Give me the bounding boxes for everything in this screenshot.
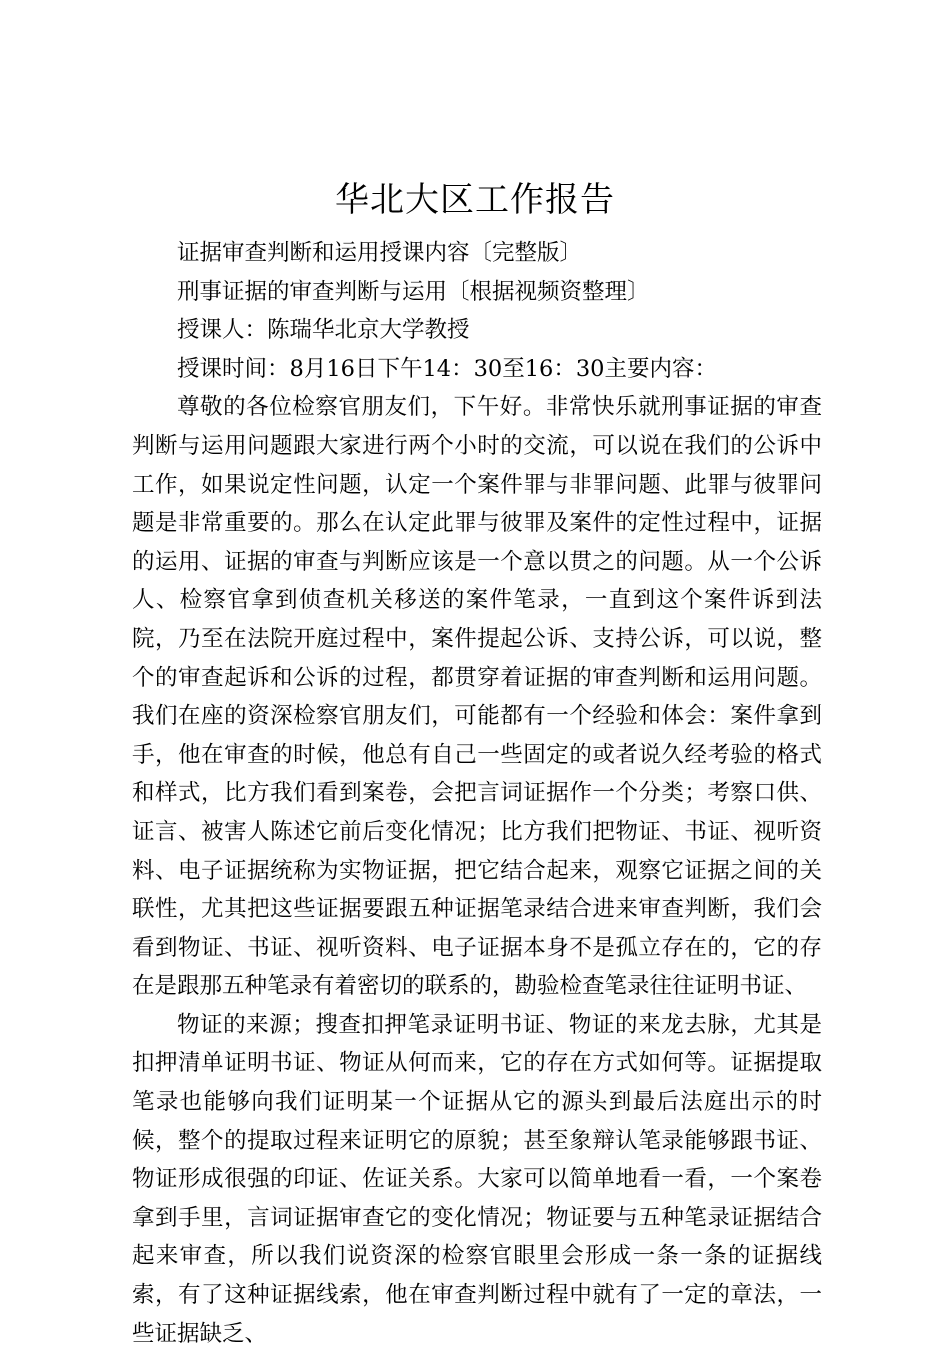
lecture-time-paragraph: 授课时间：8月16日下午14：30至16：30主要内容： <box>177 355 717 382</box>
course-subtitle-paragraph: 刑事证据的审查判断与运用〔根据视频资整理〕 <box>177 278 650 305</box>
document-title: 华北大区工作报告 <box>335 180 615 220</box>
body-paragraph: 尊敬的各位检察官朋友们，下午好。非常快乐就刑事证据的审查判断与运用问题跟大家进行两个小时的交流，可以说在我们的公诉中工作，如果说定性问题，认定一个案件罪与非罪问题、此罪与彼罪问题是非常重要的。那么在认定此罪与彼罪及案件的定性过程中，证据的运用、证据的审查与判断应该是一个意以贯之的问题。从一个公诉人、检察官拿到侦查机关移送的案件笔录，一直到这个案件诉到法院，乃至在法院开庭过程中，案件提起公诉、支持公诉，可以说，整个的审查起诉和公诉的过程，都贯穿着证据的审查判断和运用问题。我们在座的资深检察官朋友们，可能都有一个经验和体会：案件拿到手，他在审查的时候，他总有自己一些固定的或者说久经考验的格式和样式，比方我们看到案卷，会把言词证据作一个分类；考察口供、证言、被害人陈述它前后变化情况；比方我们把物证、书证、视听资料、电子证据统称为实物证据，把它结合起来，观察它证据之间的关联性，尤其把这些证据要跟五种证据笔录结合进来审查判断，我们会看到物证、书证、视听资料、电子证据本身不是孤立存在的，它的存在是跟那五种笔录有着密切的联系的，勘验检查笔录往往证明书证、 <box>132 394 822 1000</box>
document-body <box>132 234 822 1353</box>
body-paragraph: 物证的来源；搜查扣押笔录证明书证、物证的来龙去脉，尤其是扣押清单证明书证、物证从何而来，它的存在方式如何等。证据提取笔录也能够向我们证明某一个证据从它的源头到最后法庭出示的时候，整个的提取过程来证明它的原貌；甚至象辩认笔录能够跟书证、物证形成很强的印证、佐证关系。大家可以简单地看一看，一个案卷拿到手里，言词证据审查它的变化情况；物证要与五种笔录证据结合起来审查，所以我们说资深的检察官眼里会形成一条一条的证据线索，有了这种证据线索，他在审查判断过程中就有了一定的章法，一些证据缺乏、 <box>132 1011 822 1347</box>
lecturer-paragraph: 授课人：陈瑞华北京大学教授 <box>177 317 470 344</box>
course-title-paragraph: 证据审查判断和运用授课内容〔完整版〕 <box>177 240 583 266</box>
